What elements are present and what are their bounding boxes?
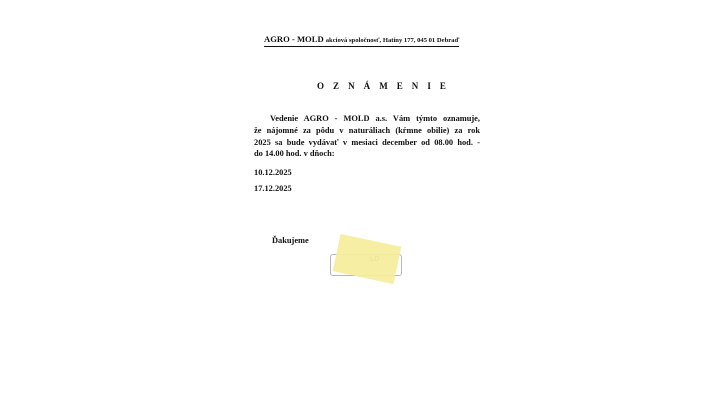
sticky-note-overlay bbox=[333, 234, 402, 284]
body-line: do 14.00 hod. v dňoch: bbox=[254, 149, 335, 159]
distribution-date: 10.12.2025 bbox=[254, 168, 292, 177]
body-line: 2025 sa bude vydávať v mesiaci december od 08.00 hod. - bbox=[254, 137, 480, 147]
stamp-area bbox=[326, 238, 416, 288]
body-line: Vedenie AGRO - MOLD a.s. Vám týmto oznamuje, bbox=[270, 114, 480, 123]
letterhead bbox=[264, 34, 459, 47]
letterhead-details: akciová spoločnosť, Hatiny 177, 045 01 Debraď bbox=[325, 37, 460, 44]
distribution-date: 17.12.2025 bbox=[254, 184, 292, 193]
closing-text: Ďakujeme bbox=[272, 236, 309, 245]
body-line: že nájomné za pôdu v naturáliach (kŕmne obilie) za rok bbox=[254, 125, 480, 135]
letterhead-company: AGRO - MOLD bbox=[264, 34, 324, 44]
notice-title: O Z N Á M E N I E bbox=[317, 81, 450, 91]
notice-body bbox=[254, 113, 480, 160]
